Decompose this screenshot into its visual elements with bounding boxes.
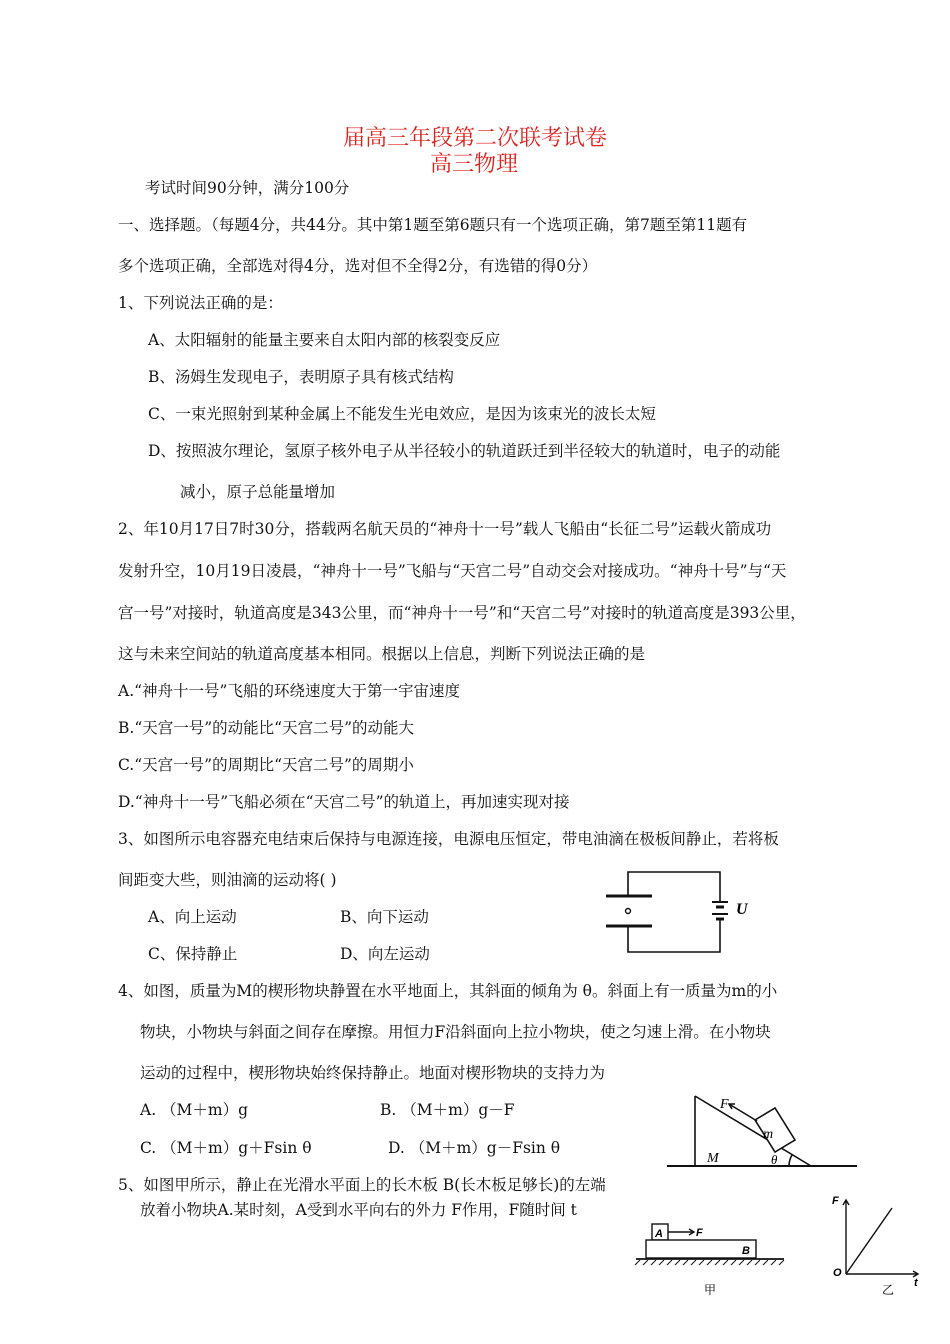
force-line — [846, 1208, 892, 1274]
figure-yi-caption: 乙 — [882, 1283, 895, 1297]
axis-f-label: F — [832, 1195, 839, 1207]
q1-option-a: A、太阳辐射的能量主要来自太阳内部的核裂变反应 — [148, 331, 501, 349]
q2-stem-line2: 发射升空，10月19日凌晨，“神舟十一号”飞船与“天宫二号”自动交会对接成功。“神舟十号”与“天 — [118, 562, 787, 580]
angle-label: θ — [771, 1152, 778, 1167]
block-mass-label: m — [763, 1127, 774, 1142]
q4-option-d: D. （M＋m）g－Fsin θ — [388, 1139, 561, 1157]
q4-option-b: B. （M＋m）g－F — [380, 1101, 515, 1119]
q2-option-d: D.“神舟十一号”飞船必须在“天宫二号”的轨道上，再加速实现对接 — [118, 793, 570, 811]
exam-subtitle: 高三物理 — [430, 152, 519, 177]
q1-stem: 1、下列说法正确的是： — [118, 294, 283, 312]
q3-stem-line1: 3、如图所示电容器充电结束后保持与电源连接，电源电压恒定，带电油滴在极板间静止，若将板 — [118, 830, 779, 848]
wedge-force-label: F — [720, 1097, 729, 1112]
exam-title: 届高三年段第二次联考试卷 — [343, 126, 608, 151]
axis-t-label: t — [914, 1277, 918, 1289]
q5-stem-line2: 放着小物块A.某时刻，A受到水平向右的外力 F作用，F随时间 t — [140, 1201, 577, 1219]
q4-option-a: A. （M＋m）g — [140, 1101, 249, 1119]
q3-stem-line2: 间距变大些，则油滴的运动将( ) — [118, 871, 337, 889]
exam-info: 考试时间90分钟，满分100分 — [145, 179, 350, 197]
q2-option-b: B.“天宫一号”的动能比“天宫二号”的动能大 — [118, 719, 415, 737]
q2-option-a: A.“神舟十一号”飞船的环绕速度大于第一宇宙速度 — [118, 682, 460, 700]
q3-option-c: C、保持静止 — [148, 945, 238, 963]
q1-option-d-line2: 减小，原子总能量增加 — [180, 483, 336, 501]
q3-option-a: A、向上运动 — [148, 908, 237, 926]
figure-jia-caption: 甲 — [704, 1283, 717, 1297]
axis-origin-label: O — [833, 1267, 842, 1279]
board-block-figure — [632, 1218, 792, 1298]
q1-option-b: B、汤姆生发现电子，表明原子具有核式结构 — [148, 368, 454, 386]
q3-option-d: D、向左运动 — [340, 945, 430, 963]
q2-stem-line1: 2、年10月17日7时30分，搭载两名航天员的“神舟十一号”载人飞船由“长征二号”运载火箭成功 — [118, 520, 772, 538]
board-b-label: B — [742, 1245, 750, 1257]
applied-force-label: F — [696, 1227, 703, 1239]
block-a-label: A — [655, 1228, 663, 1240]
q4-stem-line1: 4、如图，质量为M的楔形物块静置在水平地面上，其斜面的倾角为 θ。斜面上有一质量为m的小 — [118, 982, 778, 1000]
q2-stem-line4: 这与未来空间站的轨道高度基本相同。根据以上信息，判断下列说法正确的是 — [118, 645, 646, 663]
force-time-graph — [826, 1188, 926, 1300]
voltage-label: U — [736, 901, 748, 918]
q2-option-c: C.“天宫一号”的周期比“天宫二号”的周期小 — [118, 756, 414, 774]
q2-stem-line3: 宫一号”对接时，轨道高度是343公里，而“神舟十一号”和“天宫二号”对接时的轨道高度是393公里， — [118, 604, 806, 622]
wedge-mass-label: M — [707, 1151, 719, 1166]
wedge-figure — [665, 1088, 860, 1170]
section-instructions-line2: 多个选项正确，全部选对得4分，选对但不全得2分，有选错的得0分） — [118, 257, 598, 275]
q4-stem-line2: 物块，小物块与斜面之间存在摩擦。用恒力F沿斜面向上拉小物块，使之匀速上滑。在小物块 — [140, 1023, 771, 1041]
q5-stem-line1: 5、如图甲所示，静止在光滑水平面上的长木板 B(长木板足够长)的左端 — [118, 1176, 606, 1194]
q1-option-d-line1: D、按照波尔理论，氢原子核外电子从半径较小的轨道跃迁到半径较大的轨道时，电子的动能 — [148, 442, 781, 460]
q4-stem-line3: 运动的过程中，楔形物块始终保持静止。地面对楔形物块的支持力为 — [140, 1064, 606, 1082]
oil-droplet — [626, 909, 631, 914]
section-instructions-line1: 一、选择题。（每题4分，共44分。其中第1题至第6题只有一个选项正确，第7题至第11题有 — [118, 216, 748, 234]
q1-option-c: C、一束光照射到某种金属上不能发生光电效应，是因为该束光的波长太短 — [148, 405, 656, 423]
q3-option-b: B、向下运动 — [340, 908, 429, 926]
capacitor-circuit-figure — [600, 862, 760, 960]
q4-option-c: C. （M＋m）g＋Fsin θ — [140, 1139, 312, 1157]
